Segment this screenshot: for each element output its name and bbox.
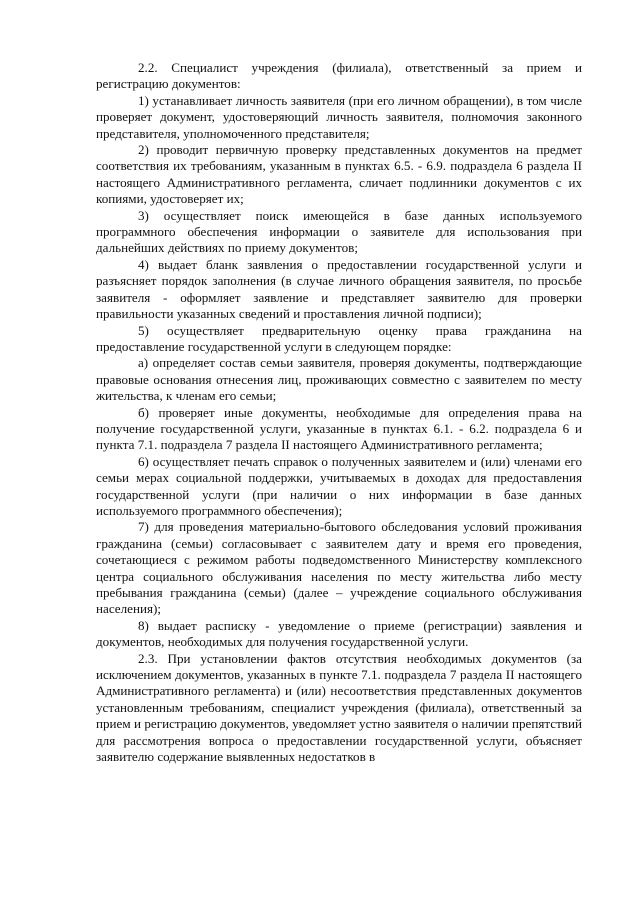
paragraph-item-2: 2) проводит первичную проверку представленных документов на предмет соответствия их требованиям, указанным в пунктах 6.5. - 6.9. подраздела 6 раздела II настоящего Административного регламента, сличает подлинники документов с их копиями, удостоверяет их;	[96, 142, 582, 207]
paragraph-item-5: 5) осуществляет предварительную оценку права гражданина на предоставление государственной услуги в следующем порядке:	[96, 322, 582, 354]
paragraph-item-8: 8) выдает расписку - уведомление о приеме (регистрации) заявления и документов, необходимых для получения государственной услуги.	[96, 617, 582, 650]
paragraph-item-6: 6) осуществляет печать справок о полученных заявителем и (или) членами его семьи мерах социальной поддержки, учитываемых в доходах для предоставления государственной услуги (при наличии о них информации в базе данных используемого программного обеспечения);	[96, 453, 582, 518]
paragraph-item-1: 1) устанавливает личность заявителя (при его личном обращении), в том числе проверяет документ, удостоверяющий личность заявителя, полномочия законного представителя, уполномоченного представителя;	[96, 92, 582, 141]
document-page	[96, 60, 582, 765]
paragraph-item-4: 4) выдает бланк заявления о предоставлении государственной услуги и разъясняет порядок заполнения (в случае личного обращения заявителя, по просьбе заявителя - оформляет заявление и представляет заявителю для проверки правильности указанных сведений и проставления личной подписи);	[96, 256, 582, 322]
paragraph-item-5b: б) проверяет иные документы, необходимые для определения права на получение государственной услуги, указанные в пунктах 6.1. - 6.2. подраздела 6 и пункта 7.1. подраздела 7 раздела II настоящего Административного регламента;	[96, 404, 582, 453]
paragraph-item-3: 3) осуществляет поиск имеющейся в базе данных используемого программного обеспечения информации о заявителе для использования при дальнейших действиях по приему документов;	[96, 207, 582, 256]
paragraph-2-3: 2.3. При установлении фактов отсутствия необходимых документов (за исключением документов, указанных в пункте 7.1. подраздела 7 раздела II настоящего Административного регламента) и (или) несоответствия представленных документов установленным требованиям, специалист учреждения (филиала), ответственный за прием и регистрацию документов, уведомляет устно заявителя о наличии препятствий для рассмотрения вопроса о предоставлении государственной услуги, объясняет заявителю содержание выявленных недостатков в	[96, 650, 582, 765]
paragraph-2-2: 2.2. Специалист учреждения (филиала), ответственный за прием и регистрацию документов:	[96, 60, 582, 92]
paragraph-item-5a: а) определяет состав семьи заявителя, проверяя документы, подтверждающие правовые основания отнесения лиц, проживающих совместно с заявителем по месту жительства, к членам его семьи;	[96, 355, 582, 404]
paragraph-item-7: 7) для проведения материально-бытового обследования условий проживания гражданина (семьи) согласовывает с заявителем дату и время его проведения, сочетающиеся с режимом работы подведомственного Министерству комплексного центра социального обслуживания населения по месту жительства либо месту пребывания гражданина (семьи) (далее – учреждение социального обслуживания населения);	[96, 519, 582, 617]
